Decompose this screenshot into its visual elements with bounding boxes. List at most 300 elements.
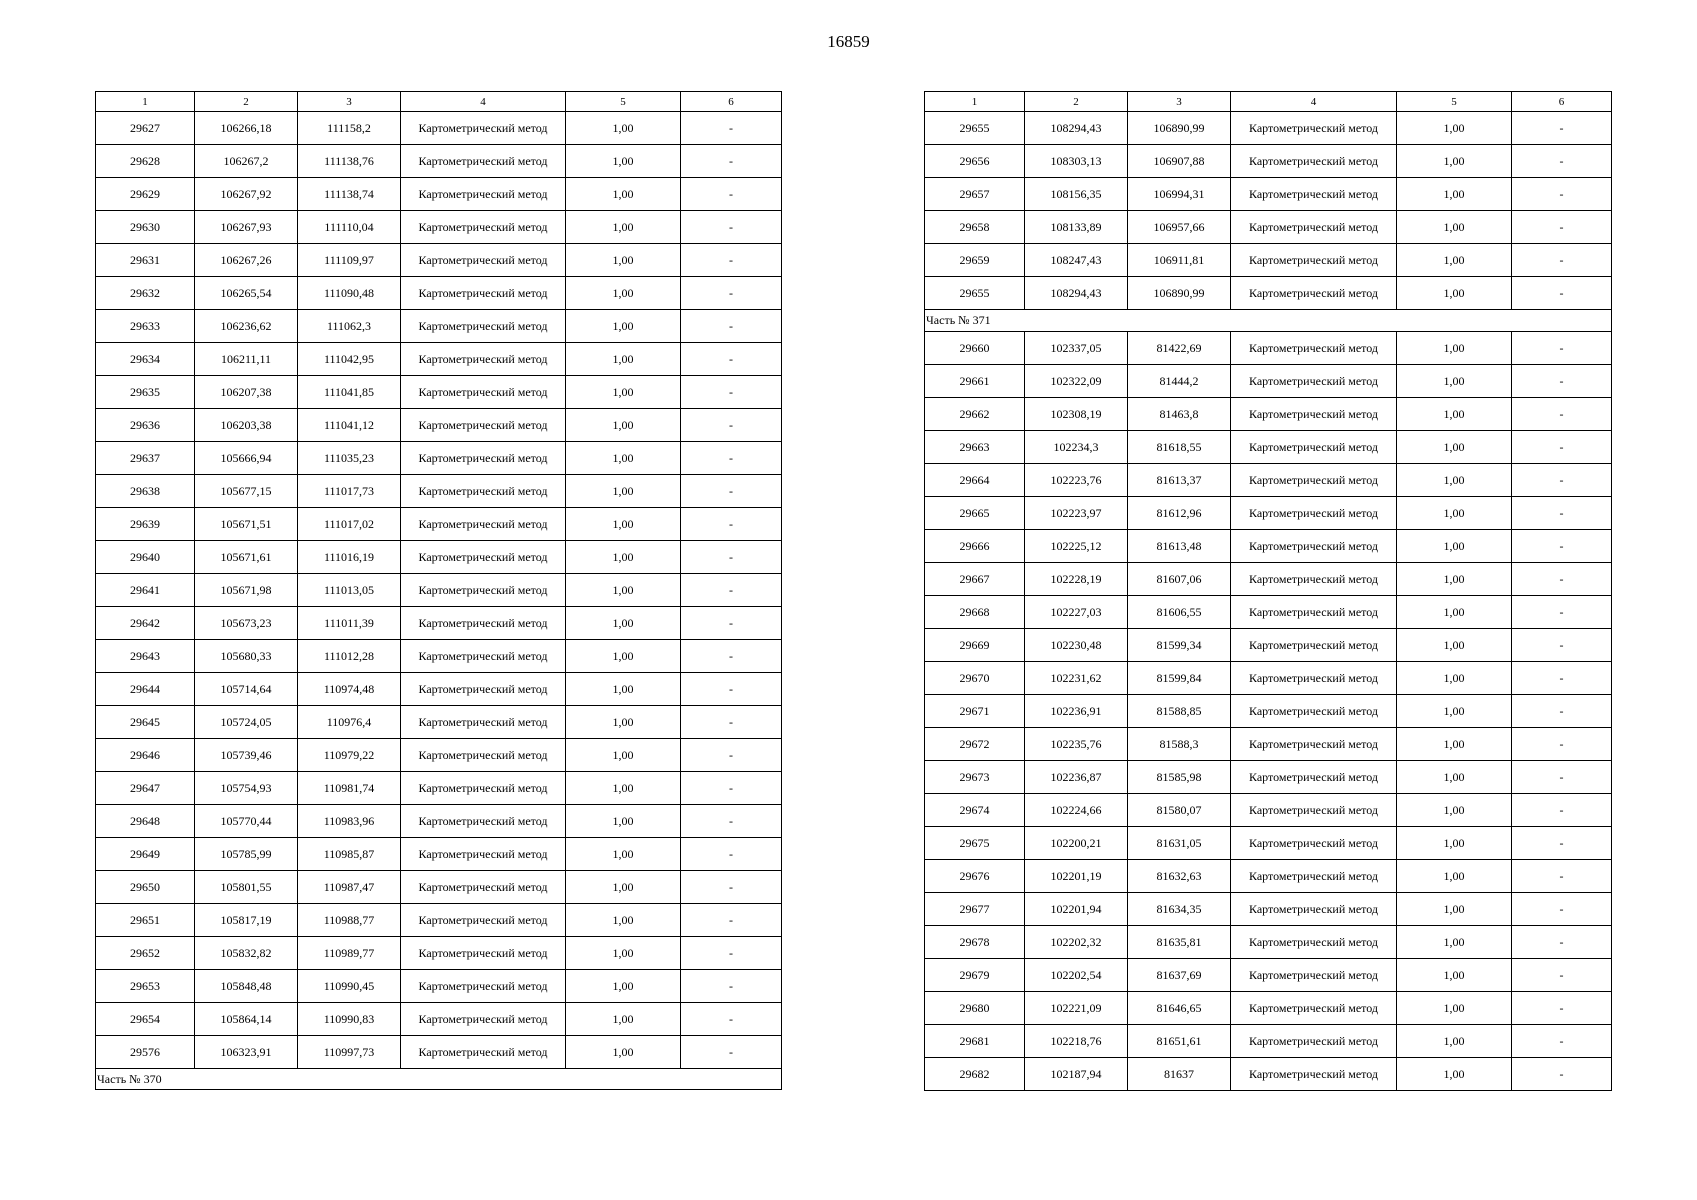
- table-cell: 110989,77: [298, 937, 401, 970]
- table-cell: 29635: [96, 376, 195, 409]
- table-cell: 29650: [96, 871, 195, 904]
- table-cell: 1,00: [1397, 112, 1512, 145]
- table-cell: 29631: [96, 244, 195, 277]
- table-cell: 29649: [96, 838, 195, 871]
- table-cell: 81646,65: [1128, 992, 1231, 1025]
- table-cell: -: [1512, 1025, 1612, 1058]
- table-cell: 106890,99: [1128, 277, 1231, 310]
- table-cell: -: [1512, 563, 1612, 596]
- table-cell: 110990,83: [298, 1003, 401, 1036]
- table-cell: Картометрический метод: [401, 409, 566, 442]
- table-cell: 29637: [96, 442, 195, 475]
- table-cell: -: [681, 145, 782, 178]
- table-cell: -: [1512, 794, 1612, 827]
- table-row: [925, 1025, 1612, 1058]
- table-row: [925, 926, 1612, 959]
- table-cell: 81599,84: [1128, 662, 1231, 695]
- table-cell: 29629: [96, 178, 195, 211]
- table-cell: Картометрический метод: [1231, 530, 1397, 563]
- table-cell: 1,00: [1397, 563, 1512, 596]
- table-cell: 111090,48: [298, 277, 401, 310]
- table-cell: 29645: [96, 706, 195, 739]
- table-cell: 29680: [925, 992, 1025, 1025]
- table-row: [96, 871, 782, 904]
- table-cell: -: [1512, 112, 1612, 145]
- table-cell: 1,00: [566, 904, 681, 937]
- table-cell: -: [681, 244, 782, 277]
- table-cell: 81580,07: [1128, 794, 1231, 827]
- table-row: [925, 893, 1612, 926]
- table-cell: -: [681, 310, 782, 343]
- table-cell: -: [1512, 893, 1612, 926]
- table-cell: Картометрический метод: [401, 211, 566, 244]
- table-cell: 106957,66: [1128, 211, 1231, 244]
- table-row: [925, 728, 1612, 761]
- table-cell: -: [681, 409, 782, 442]
- table-row: [925, 431, 1612, 464]
- table-cell: Картометрический метод: [1231, 596, 1397, 629]
- table-cell: 111062,3: [298, 310, 401, 343]
- table-cell: -: [681, 871, 782, 904]
- table-cell: 1,00: [1397, 893, 1512, 926]
- table-cell: 102223,97: [1025, 497, 1128, 530]
- table-cell: 81599,34: [1128, 629, 1231, 662]
- table-cell: 105739,46: [195, 739, 298, 772]
- table-cell: 106211,11: [195, 343, 298, 376]
- table-row: [925, 563, 1612, 596]
- table-cell: 110981,74: [298, 772, 401, 805]
- table-cell: 102228,19: [1025, 563, 1128, 596]
- table-cell: 1,00: [566, 145, 681, 178]
- table-cell: 105801,55: [195, 871, 298, 904]
- table-cell: 1,00: [1397, 728, 1512, 761]
- table-cell: 81651,61: [1128, 1025, 1231, 1058]
- table-cell: 29667: [925, 563, 1025, 596]
- table-cell: 29664: [925, 464, 1025, 497]
- table-cell: 1,00: [1397, 244, 1512, 277]
- table-cell: Картометрический метод: [1231, 365, 1397, 398]
- table-cell: Картометрический метод: [1231, 145, 1397, 178]
- table-row: [925, 761, 1612, 794]
- table-cell: 111016,19: [298, 541, 401, 574]
- table-row: [96, 508, 782, 541]
- table-cell: Картометрический метод: [1231, 277, 1397, 310]
- table-cell: 1,00: [566, 607, 681, 640]
- table-cell: Картометрический метод: [1231, 112, 1397, 145]
- table-cell: 29646: [96, 739, 195, 772]
- table-cell: -: [1512, 365, 1612, 398]
- table-row: [96, 310, 782, 343]
- table-cell: 111017,02: [298, 508, 401, 541]
- table-cell: 81631,05: [1128, 827, 1231, 860]
- table-cell: Картометрический метод: [1231, 860, 1397, 893]
- table-cell: 29673: [925, 761, 1025, 794]
- table-cell: 111041,85: [298, 376, 401, 409]
- table-cell: 29670: [925, 662, 1025, 695]
- table-row: [96, 112, 782, 145]
- table-cell: 29648: [96, 805, 195, 838]
- table-row: [96, 805, 782, 838]
- table-cell: 29655: [925, 112, 1025, 145]
- table-cell: 81588,3: [1128, 728, 1231, 761]
- table-cell: 105785,99: [195, 838, 298, 871]
- table-cell: -: [1512, 497, 1612, 530]
- table-cell: -: [681, 178, 782, 211]
- table-cell: 1,00: [566, 640, 681, 673]
- table-row: [925, 1058, 1612, 1091]
- table-cell: 106266,18: [195, 112, 298, 145]
- table-cell: 102225,12: [1025, 530, 1128, 563]
- table-cell: -: [681, 574, 782, 607]
- table-cell: 1,00: [1397, 464, 1512, 497]
- table-cell: Картометрический метод: [1231, 893, 1397, 926]
- table-cell: 1,00: [566, 673, 681, 706]
- table-cell: Картометрический метод: [401, 772, 566, 805]
- table-cell: 29679: [925, 959, 1025, 992]
- table-cell: 102230,48: [1025, 629, 1128, 662]
- table-cell: 102322,09: [1025, 365, 1128, 398]
- table-cell: 1,00: [566, 1036, 681, 1069]
- table-cell: 81634,35: [1128, 893, 1231, 926]
- coordinates-table-left: [95, 91, 782, 1090]
- table-cell: 1,00: [566, 442, 681, 475]
- table-cell: 29652: [96, 937, 195, 970]
- table-cell: 1,00: [1397, 398, 1512, 431]
- table-row: [96, 475, 782, 508]
- table-cell: 111041,12: [298, 409, 401, 442]
- table-cell: -: [681, 607, 782, 640]
- table-cell: 111042,95: [298, 343, 401, 376]
- table-cell: -: [681, 970, 782, 1003]
- table-cell: 81422,69: [1128, 332, 1231, 365]
- table-cell: 102223,76: [1025, 464, 1128, 497]
- table-cell: 81637: [1128, 1058, 1231, 1091]
- table-cell: -: [681, 475, 782, 508]
- table-cell: 29663: [925, 431, 1025, 464]
- table-cell: 1,00: [566, 211, 681, 244]
- table-cell: 29658: [925, 211, 1025, 244]
- table-cell: Картометрический метод: [1231, 1025, 1397, 1058]
- table-cell: 105671,51: [195, 508, 298, 541]
- table-row: [96, 706, 782, 739]
- table-cell: 1,00: [566, 112, 681, 145]
- table-row: [925, 178, 1612, 211]
- table-cell: 110987,47: [298, 871, 401, 904]
- table-cell: 29660: [925, 332, 1025, 365]
- table-cell: 110985,87: [298, 838, 401, 871]
- table-header-row: [96, 92, 782, 112]
- table-cell: 102200,21: [1025, 827, 1128, 860]
- table-cell: 29640: [96, 541, 195, 574]
- table-cell: 29633: [96, 310, 195, 343]
- table-cell: -: [681, 673, 782, 706]
- table-row: [96, 376, 782, 409]
- table-cell: 102235,76: [1025, 728, 1128, 761]
- table-cell: 108133,89: [1025, 211, 1128, 244]
- table-cell: Картометрический метод: [401, 970, 566, 1003]
- table-row: [925, 145, 1612, 178]
- table-cell: Картометрический метод: [401, 739, 566, 772]
- table-cell: Картометрический метод: [401, 277, 566, 310]
- table-cell: 29632: [96, 277, 195, 310]
- table-cell: 106267,92: [195, 178, 298, 211]
- table-cell: 1,00: [566, 277, 681, 310]
- table-cell: 106207,38: [195, 376, 298, 409]
- table-cell: 110990,45: [298, 970, 401, 1003]
- table-cell: 29647: [96, 772, 195, 805]
- table-cell: -: [681, 937, 782, 970]
- table-row: [96, 574, 782, 607]
- table-cell: -: [1512, 860, 1612, 893]
- table-cell: Картометрический метод: [401, 706, 566, 739]
- table-cell: 29653: [96, 970, 195, 1003]
- table-cell: 110988,77: [298, 904, 401, 937]
- table-cell: 29642: [96, 607, 195, 640]
- table-cell: -: [681, 277, 782, 310]
- table-cell: 1,00: [566, 805, 681, 838]
- part-label-row: [96, 1069, 782, 1090]
- table-row: [925, 794, 1612, 827]
- table-cell: -: [1512, 398, 1612, 431]
- table-cell: -: [1512, 1058, 1612, 1091]
- table-cell: 29677: [925, 893, 1025, 926]
- table-row: [925, 629, 1612, 662]
- table-cell: Картометрический метод: [401, 673, 566, 706]
- table-cell: -: [681, 805, 782, 838]
- table-cell: -: [681, 706, 782, 739]
- table-cell: 106265,54: [195, 277, 298, 310]
- table-row: [925, 662, 1612, 695]
- table-cell: Картометрический метод: [1231, 728, 1397, 761]
- table-cell: 1,00: [566, 541, 681, 574]
- table-cell: 102308,19: [1025, 398, 1128, 431]
- table-row: [96, 1036, 782, 1069]
- table-cell: -: [681, 442, 782, 475]
- table-cell: 102337,05: [1025, 332, 1128, 365]
- table-cell: 29656: [925, 145, 1025, 178]
- column-header: 5: [566, 92, 681, 112]
- column-header: 5: [1397, 92, 1512, 112]
- table-cell: 29672: [925, 728, 1025, 761]
- part-label: Часть № 371: [925, 310, 1612, 332]
- table-cell: 29630: [96, 211, 195, 244]
- table-cell: 81635,81: [1128, 926, 1231, 959]
- table-cell: -: [1512, 761, 1612, 794]
- table-cell: Картометрический метод: [401, 244, 566, 277]
- table-cell: 105714,64: [195, 673, 298, 706]
- table-row: [925, 596, 1612, 629]
- table-cell: 29628: [96, 145, 195, 178]
- table-cell: 105677,15: [195, 475, 298, 508]
- table-cell: 1,00: [1397, 332, 1512, 365]
- table-cell: Картометрический метод: [1231, 926, 1397, 959]
- table-cell: 29639: [96, 508, 195, 541]
- part-label-row: [925, 310, 1612, 332]
- table-cell: -: [681, 112, 782, 145]
- table-row: [925, 211, 1612, 244]
- table-cell: 102236,91: [1025, 695, 1128, 728]
- table-cell: 1,00: [1397, 596, 1512, 629]
- table-cell: 106267,2: [195, 145, 298, 178]
- table-cell: -: [1512, 959, 1612, 992]
- table-cell: 111110,04: [298, 211, 401, 244]
- table-row: [925, 365, 1612, 398]
- table-cell: -: [681, 508, 782, 541]
- table-row: [925, 244, 1612, 277]
- table-cell: 108247,43: [1025, 244, 1128, 277]
- table-row: [96, 178, 782, 211]
- table-cell: 105666,94: [195, 442, 298, 475]
- table-cell: Картометрический метод: [401, 508, 566, 541]
- table-row: [96, 673, 782, 706]
- table-cell: 29665: [925, 497, 1025, 530]
- table-cell: Картометрический метод: [401, 838, 566, 871]
- table-row: [96, 211, 782, 244]
- table-cell: 81613,37: [1128, 464, 1231, 497]
- table-cell: 110997,73: [298, 1036, 401, 1069]
- table-cell: 1,00: [566, 343, 681, 376]
- table-cell: 1,00: [1397, 497, 1512, 530]
- table-cell: Картометрический метод: [401, 871, 566, 904]
- table-cell: -: [1512, 211, 1612, 244]
- table-cell: 105770,44: [195, 805, 298, 838]
- table-cell: -: [681, 739, 782, 772]
- table-cell: Картометрический метод: [1231, 761, 1397, 794]
- table-cell: 102201,19: [1025, 860, 1128, 893]
- table-cell: 102202,54: [1025, 959, 1128, 992]
- table-cell: 102202,32: [1025, 926, 1128, 959]
- table-cell: 1,00: [566, 508, 681, 541]
- table-cell: 81613,48: [1128, 530, 1231, 563]
- table-cell: 81606,55: [1128, 596, 1231, 629]
- table-cell: Картометрический метод: [401, 1036, 566, 1069]
- table-cell: 105671,61: [195, 541, 298, 574]
- table-cell: -: [681, 343, 782, 376]
- column-header: 3: [298, 92, 401, 112]
- table-cell: Картометрический метод: [401, 376, 566, 409]
- table-cell: 105680,33: [195, 640, 298, 673]
- table-cell: Картометрический метод: [401, 541, 566, 574]
- table-cell: 106236,62: [195, 310, 298, 343]
- table-cell: Картометрический метод: [401, 640, 566, 673]
- table-cell: Картометрический метод: [1231, 959, 1397, 992]
- table-cell: 29627: [96, 112, 195, 145]
- table-row: [96, 145, 782, 178]
- table-cell: -: [1512, 244, 1612, 277]
- column-header: 4: [1231, 92, 1397, 112]
- table-row: [925, 959, 1612, 992]
- table-row: [925, 497, 1612, 530]
- table-cell: 81444,2: [1128, 365, 1231, 398]
- table-cell: -: [1512, 827, 1612, 860]
- table-cell: 110976,4: [298, 706, 401, 739]
- table-cell: 111035,23: [298, 442, 401, 475]
- table-cell: 111011,39: [298, 607, 401, 640]
- table-cell: 110979,22: [298, 739, 401, 772]
- table-cell: 102227,03: [1025, 596, 1128, 629]
- table-cell: 1,00: [566, 937, 681, 970]
- table-row: [96, 838, 782, 871]
- table-cell: 110974,48: [298, 673, 401, 706]
- table-cell: 1,00: [566, 1003, 681, 1036]
- table-cell: Картометрический метод: [401, 145, 566, 178]
- table-row: [96, 937, 782, 970]
- table-cell: 1,00: [1397, 431, 1512, 464]
- table-cell: 1,00: [566, 376, 681, 409]
- table-cell: Картометрический метод: [1231, 629, 1397, 662]
- table-row: [925, 277, 1612, 310]
- table-cell: 102201,94: [1025, 893, 1128, 926]
- table-cell: 29678: [925, 926, 1025, 959]
- table-cell: 1,00: [566, 475, 681, 508]
- table-cell: 108156,35: [1025, 178, 1128, 211]
- table-cell: 29643: [96, 640, 195, 673]
- table-cell: 102218,76: [1025, 1025, 1128, 1058]
- table-cell: 106267,93: [195, 211, 298, 244]
- table-cell: Картометрический метод: [1231, 1058, 1397, 1091]
- table-cell: 1,00: [1397, 860, 1512, 893]
- table-cell: 29662: [925, 398, 1025, 431]
- table-cell: 111138,76: [298, 145, 401, 178]
- table-cell: -: [681, 904, 782, 937]
- table-cell: -: [681, 772, 782, 805]
- table-cell: 102236,87: [1025, 761, 1128, 794]
- table-cell: 1,00: [1397, 277, 1512, 310]
- part-label: Часть № 370: [96, 1069, 782, 1090]
- table-cell: Картометрический метод: [1231, 695, 1397, 728]
- table-row: [925, 464, 1612, 497]
- table-row: [96, 244, 782, 277]
- table-cell: 29668: [925, 596, 1025, 629]
- table-cell: 1,00: [1397, 695, 1512, 728]
- table-cell: 1,00: [566, 706, 681, 739]
- table-cell: -: [1512, 431, 1612, 464]
- table-cell: 106911,81: [1128, 244, 1231, 277]
- table-cell: -: [1512, 277, 1612, 310]
- column-header: 4: [401, 92, 566, 112]
- table-cell: 106323,91: [195, 1036, 298, 1069]
- table-cell: 29666: [925, 530, 1025, 563]
- table-row: [96, 277, 782, 310]
- table-cell: Картометрический метод: [1231, 563, 1397, 596]
- table-cell: -: [1512, 530, 1612, 563]
- table-cell: 81585,98: [1128, 761, 1231, 794]
- table-row: [96, 442, 782, 475]
- table-row: [925, 827, 1612, 860]
- table-row: [925, 398, 1612, 431]
- table-cell: Картометрический метод: [401, 475, 566, 508]
- table-cell: 105817,19: [195, 904, 298, 937]
- table-row: [925, 992, 1612, 1025]
- table-cell: 81632,63: [1128, 860, 1231, 893]
- table-cell: 29676: [925, 860, 1025, 893]
- table-cell: 29669: [925, 629, 1025, 662]
- table-row: [96, 1003, 782, 1036]
- table-cell: 29651: [96, 904, 195, 937]
- table-cell: 81618,55: [1128, 431, 1231, 464]
- table-cell: -: [1512, 596, 1612, 629]
- table-cell: 1,00: [1397, 178, 1512, 211]
- table-cell: 108294,43: [1025, 277, 1128, 310]
- table-cell: -: [681, 211, 782, 244]
- table-cell: 1,00: [1397, 1058, 1512, 1091]
- table-cell: 29671: [925, 695, 1025, 728]
- column-header: 2: [1025, 92, 1128, 112]
- table-cell: 108294,43: [1025, 112, 1128, 145]
- table-cell: 106267,26: [195, 244, 298, 277]
- table-cell: -: [1512, 464, 1612, 497]
- table-cell: -: [681, 640, 782, 673]
